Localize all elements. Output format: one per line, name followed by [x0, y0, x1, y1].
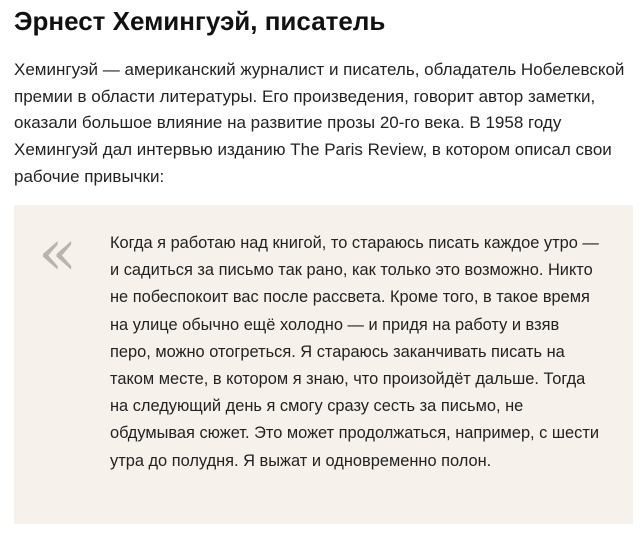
quote-block: [14, 205, 633, 524]
article-intro: Хемингуэй — американский журналист и писатель, обладатель Нобелевской премии в области литературы. Его произведения, говорит автор заметки, оказали большое влияние на развитие прозы 20-го века. В 1958 году Хемингуэй дал интервью изданию The Paris Review, в котором описал свои рабочие привычки:: [14, 60, 625, 186]
article-title: Эрнест Хемингуэй, писатель: [14, 6, 386, 36]
quote-mark-icon: «: [38, 216, 78, 290]
quote-text: Когда я работаю над книгой, то стараюсь писать каждое утро — и садиться за письмо так рано, как только это возможно. Никто не побеспокоит вас после рассвета. Кроме того, в такое время на улице обычно ещё холодно — и придя на работу и взяв перо, можно отогреться. Я стараюсь заканчивать писать на таком месте, в котором я знаю, что произойдёт дальше. Тогда на следующий день я смогу сразу сесть за письмо, не обдумывая сюжет. Это может продолжаться, например, с шести утра до полудня. Я выжат и одновременно полон.: [110, 234, 600, 470]
